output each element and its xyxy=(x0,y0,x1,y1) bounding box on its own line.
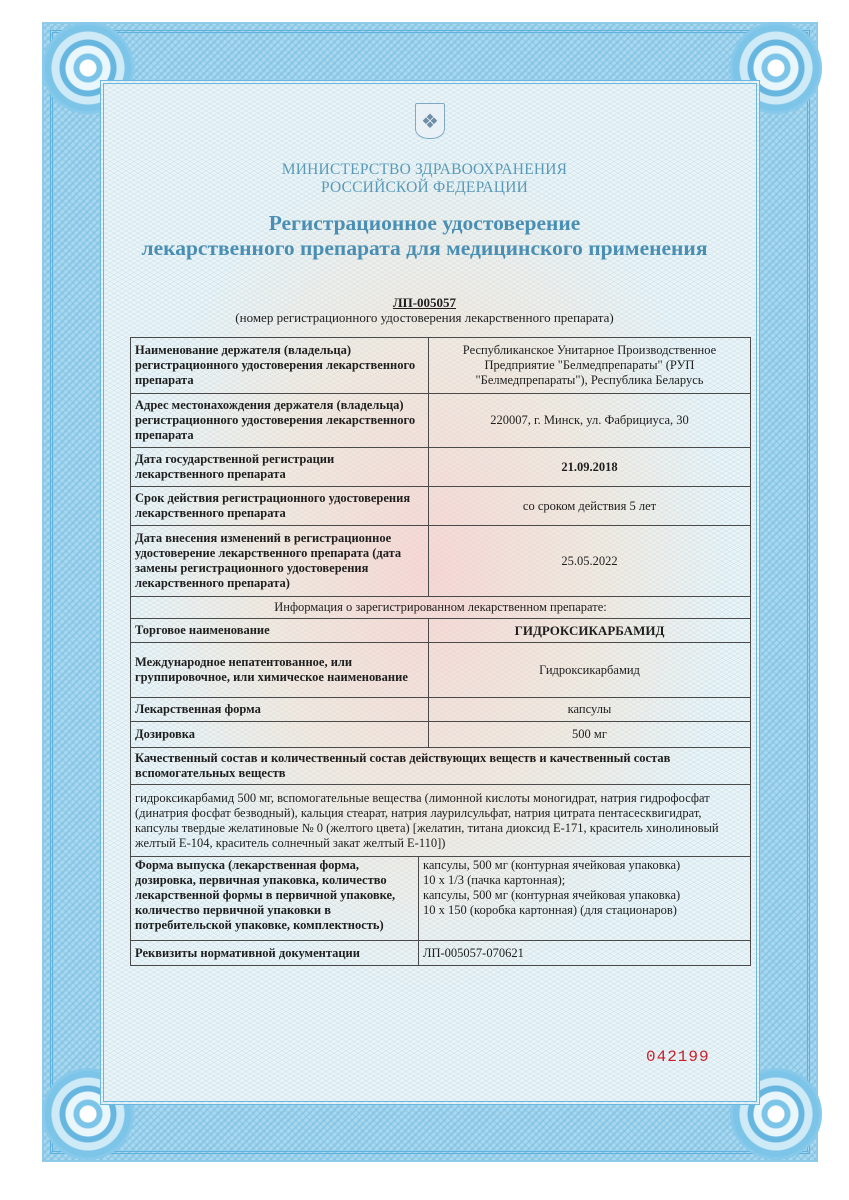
table-row xyxy=(131,448,751,487)
release-form-table xyxy=(130,856,751,966)
registration-date-label: Дата государственной регистрации лекарственного препарата xyxy=(131,448,429,487)
dosage-form-label: Лекарственная форма xyxy=(131,698,429,722)
holder-name-value: Республиканское Унитарное Производственное Предприятие "Белмедпрепараты" (РУП "Белмедпрепараты"), Республика Беларусь xyxy=(429,338,751,394)
inn-value: Гидроксикарбамид xyxy=(429,643,751,698)
table-row xyxy=(131,643,751,698)
certificate-table xyxy=(130,337,751,857)
release-form-line: капсулы, 500 мг (контурная ячейковая упаковка) xyxy=(423,858,681,872)
release-form-value xyxy=(419,857,751,941)
release-form-label: Форма выпуска (лекарственная форма, дозировка, первичная упаковка, количество лекарственной формы в первичной упаковке, количество первичной упаковки в потребительской упаковке, комплектность) xyxy=(131,857,419,941)
serial-number: 042199 xyxy=(646,1048,710,1066)
ministry-name xyxy=(0,161,849,197)
table-row xyxy=(131,526,751,597)
validity-label: Срок действия регистрационного удостоверения лекарственного препарата xyxy=(131,487,429,526)
release-form-line: 10 х 150 (коробка картонная) (для стационаров) xyxy=(423,903,677,917)
normative-doc-label: Реквизиты нормативной документации xyxy=(131,941,419,966)
table-row xyxy=(131,785,751,857)
registration-number: ЛП-005057 xyxy=(392,295,457,310)
table-row xyxy=(131,698,751,722)
registration-date-value: 21.09.2018 xyxy=(429,448,751,487)
change-date-value: 25.05.2022 xyxy=(429,526,751,597)
dosage-label: Дозировка xyxy=(131,722,429,748)
table-row xyxy=(131,941,751,966)
composition-heading: Качественный состав и количественный состав действующих веществ и качественный состав вспомогательных веществ xyxy=(131,748,751,785)
holder-name-label: Наименование держателя (владельца) регистрационного удостоверения лекарственного препарата xyxy=(131,338,429,394)
table-row xyxy=(131,394,751,448)
ministry-line-1: МИНИСТЕРСТВО ЗДРАВООХРАНЕНИЯ xyxy=(281,161,568,178)
table-row xyxy=(131,722,751,748)
table-row xyxy=(131,748,751,785)
normative-doc-value: ЛП-005057-070621 xyxy=(419,941,751,966)
composition-text: гидроксикарбамид 500 мг, вспомогательные вещества (лимонной кислоты моногидрат, натрия гидрофосфат (динатрия фосфат безводный), кальция стеарат, натрия лаурилсульфат, натрия цитрата пентасесквигидрат, капсулы твердые желатиновые № 0 (желтого цвета) [желатин, титана диоксид Е-171, краситель хинолиновый желтый Е-104, краситель солнечный закат желтый Е-110]) xyxy=(131,785,751,857)
dosage-form-value: капсулы xyxy=(429,698,751,722)
validity-value: со сроком действия 5 лет xyxy=(429,487,751,526)
table-row xyxy=(131,597,751,619)
title-line-1: Регистрационное удостоверение xyxy=(268,211,581,235)
ministry-line-2: РОССИЙСКОЙ ФЕДЕРАЦИИ xyxy=(321,179,528,196)
trade-name-value: ГИДРОКСИКАРБАМИД xyxy=(429,619,751,643)
drug-info-heading: Информация о зарегистрированном лекарственном препарате: xyxy=(131,597,751,619)
release-form-line: капсулы, 500 мг (контурная ячейковая упаковка) xyxy=(423,888,681,902)
title-line-2: лекарственного препарата для медицинского применения xyxy=(141,236,708,260)
inn-label: Международное непатентованное, или группировочное, или химическое наименование xyxy=(131,643,429,698)
table-row xyxy=(131,857,751,941)
coat-of-arms-icon: ❖ xyxy=(415,103,445,139)
registration-number-caption: (номер регистрационного удостоверения лекарственного препарата) xyxy=(235,310,614,325)
table-row xyxy=(131,338,751,394)
holder-address-label: Адрес местонахождения держателя (владельца) регистрационного удостоверения лекарственного препарата xyxy=(131,394,429,448)
change-date-label: Дата внесения изменений в регистрационное удостоверение лекарственного препарата (дата замены регистрационного удостоверения лекарственного препарата) xyxy=(131,526,429,597)
release-form-line: 10 х 1/3 (пачка картонная); xyxy=(423,873,566,887)
document-title xyxy=(0,211,849,261)
table-row xyxy=(131,619,751,643)
holder-address-value: 220007, г. Минск, ул. Фабрициуса, 30 xyxy=(429,394,751,448)
dosage-value: 500 мг xyxy=(429,722,751,748)
table-row xyxy=(131,487,751,526)
trade-name-label: Торговое наименование xyxy=(131,619,429,643)
